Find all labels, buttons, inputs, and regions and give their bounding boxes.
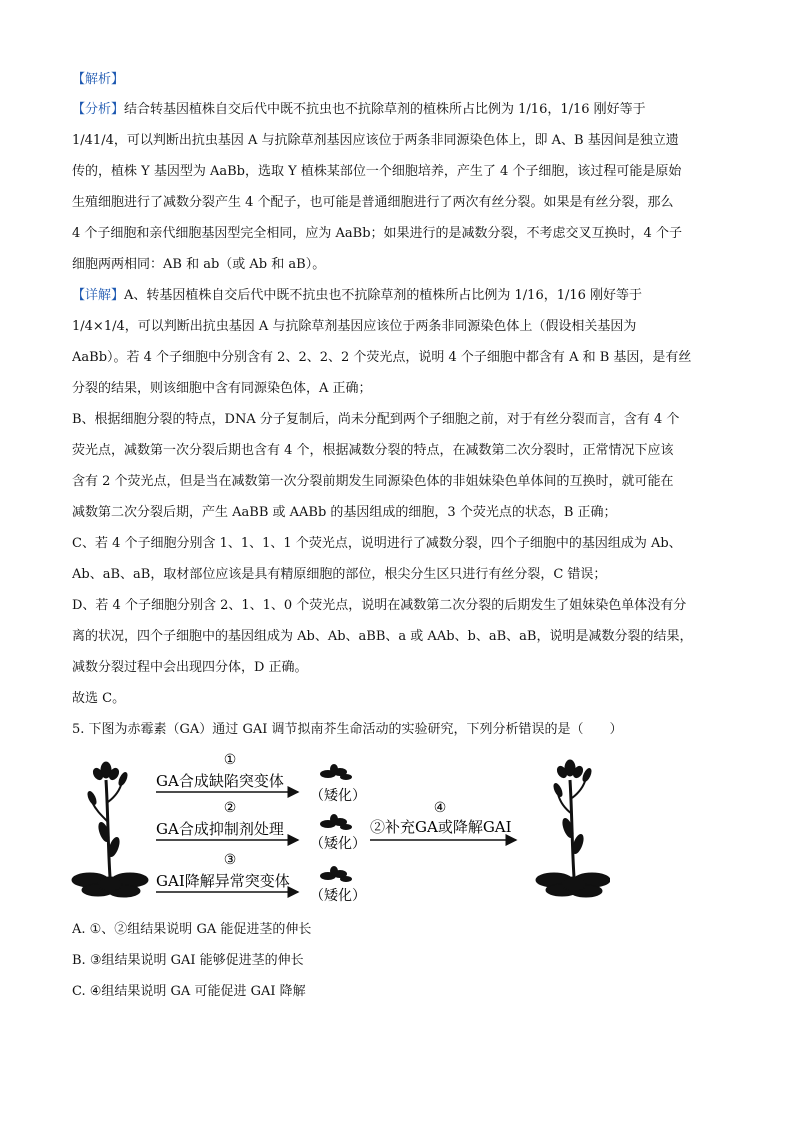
detail-line-5: B、根据细胞分裂的特点，DNA 分子复制后，尚未分配到两个子细胞之前，对于有丝分裂而言，含有 4 个 — [72, 412, 680, 427]
step-3-result: （矮化） — [310, 888, 366, 904]
step-1-number: ① — [223, 752, 237, 768]
experiment-figure — [70, 752, 610, 904]
detail-line-6: 荧光点，减数第一次分裂后期也含有 4 个，根据减数分裂的特点，在减数第二次分裂时，正常情况下应该 — [72, 443, 674, 458]
option-b: B. ③组结果说明 GAI 能够促进茎的伸长 — [72, 953, 304, 968]
jiexi-heading — [72, 70, 732, 90]
detail-line-1 — [72, 286, 732, 306]
analysis-line-5: 4 个子细胞和亲代细胞基因型完全相同，应为 AaBb；如果进行的是减数分裂，不考虑交叉互换时，4 个子 — [72, 226, 682, 241]
step-4-label: ②补充GA或降解GAI — [370, 818, 512, 836]
step-2-label: GA合成抑制剂处理 — [156, 820, 284, 838]
detail-line-10: Ab、aB、aB，取材部位应该是具有精原细胞的部位，根尖分生区只进行有丝分裂，C 错误； — [72, 567, 607, 582]
analysis-line-2: 1/41/4，可以判断出抗虫基因 A 与抗除草剂基因应该位于两条非同源染色体上，即 A、B 基因间是独立遗 — [72, 133, 679, 148]
detail-line-13: 减数分裂过程中会出现四分体，D 正确。 — [72, 660, 308, 675]
step-2-result: （矮化） — [310, 836, 366, 852]
detail-line-2: 1/4×1/4，可以判断出抗虫基因 A 与抗除草剂基因应该位于两条非同源染色体上（假设相关基因为 — [72, 319, 637, 334]
tall-plant-left-icon — [72, 762, 148, 897]
step-3-number: ③ — [223, 852, 237, 868]
step-4-number: ④ — [433, 800, 447, 816]
analysis-line-1 — [72, 100, 732, 120]
step-3-label: GAI降解异常突变体 — [156, 872, 290, 890]
detail-line-4: 分裂的结果，则该细胞中含有同源染色体，A 正确； — [72, 381, 372, 396]
analysis-label: 【分析】 — [72, 102, 125, 117]
dwarf-plant-2-icon — [320, 814, 352, 830]
analysis-text: 结合转基因植株自交后代中既不抗虫也不抗除草剂的植株所占比例为 1/16，1/16 刚好等于 — [124, 102, 646, 117]
detail-line-11: D、若 4 个子细胞分别含 2、1、1、0 个荧光点，说明在减数第二次分裂的后期发生了姐妹染色单体没有分 — [72, 598, 687, 613]
detail-line-12: 离的状况，四个子细胞中的基因组成为 Ab、Ab、aBB、a 或 AAb、b、aB、aB，说明是减数分裂的结果， — [72, 629, 693, 644]
analysis-line-6: 细胞两两相同：AB 和 ab（或 Ab 和 aB）。 — [72, 257, 326, 272]
detail-line-8: 减数第二次分裂后期，产生 AaBB 或 AABb 的基因组成的细胞，3 个荧光点的状态，B 正确； — [72, 505, 617, 520]
conclusion: 故选 C。 — [72, 691, 126, 706]
dwarf-plant-1-icon — [320, 764, 352, 780]
analysis-line-4: 生殖细胞进行了减数分裂产生 4 个配子，也可能是普通细胞进行了两次有丝分裂。如果是有丝分裂，那么 — [72, 195, 674, 210]
step-1-label: GA合成缺陷突变体 — [156, 772, 284, 790]
dwarf-plant-3-icon — [320, 866, 352, 882]
question-stem: 5. 下图为赤霉素（GA）通过 GAI 调节拟南芥生命活动的实验研究，下列分析错误的是（ ） — [72, 722, 623, 737]
detail-line-7: 含有 2 个荧光点，但是当在减数第一次分裂前期发生同源染色体的非姐妹染色单体间的互换时，就可能在 — [72, 474, 674, 489]
option-a: A. ①、②组结果说明 GA 能促进茎的伸长 — [72, 922, 312, 937]
jiexi-label: 【解析】 — [72, 72, 125, 87]
detail-line-3: AaBb）。若 4 个子细胞中分别含有 2、2、2、2 个荧光点，说明 4 个子细胞中都含有 A 和 B 基因，是有丝 — [72, 350, 692, 365]
detail-line-9: C、若 4 个子细胞分别含 1、1、1、1 个荧光点，说明进行了减数分裂，四个子细胞中的基因组成为 Ab、 — [72, 536, 682, 551]
detail-label: 【详解】 — [72, 288, 125, 303]
detail-text: A、转基因植株自交后代中既不抗虫也不抗除草剂的植株所占比例为 1/16，1/16 刚好等于 — [124, 288, 643, 303]
analysis-line-3: 传的，植株 Y 基因型为 AaBb，选取 Y 植株某部位一个细胞培养，产生了 4 个子细胞，该过程可能是原始 — [72, 164, 682, 179]
option-c: C. ④组结果说明 GA 可能促进 GAI 降解 — [72, 984, 306, 999]
step-2-number: ② — [223, 800, 237, 816]
tall-plant-right-icon — [536, 760, 610, 897]
step-1-result: （矮化） — [310, 788, 366, 804]
